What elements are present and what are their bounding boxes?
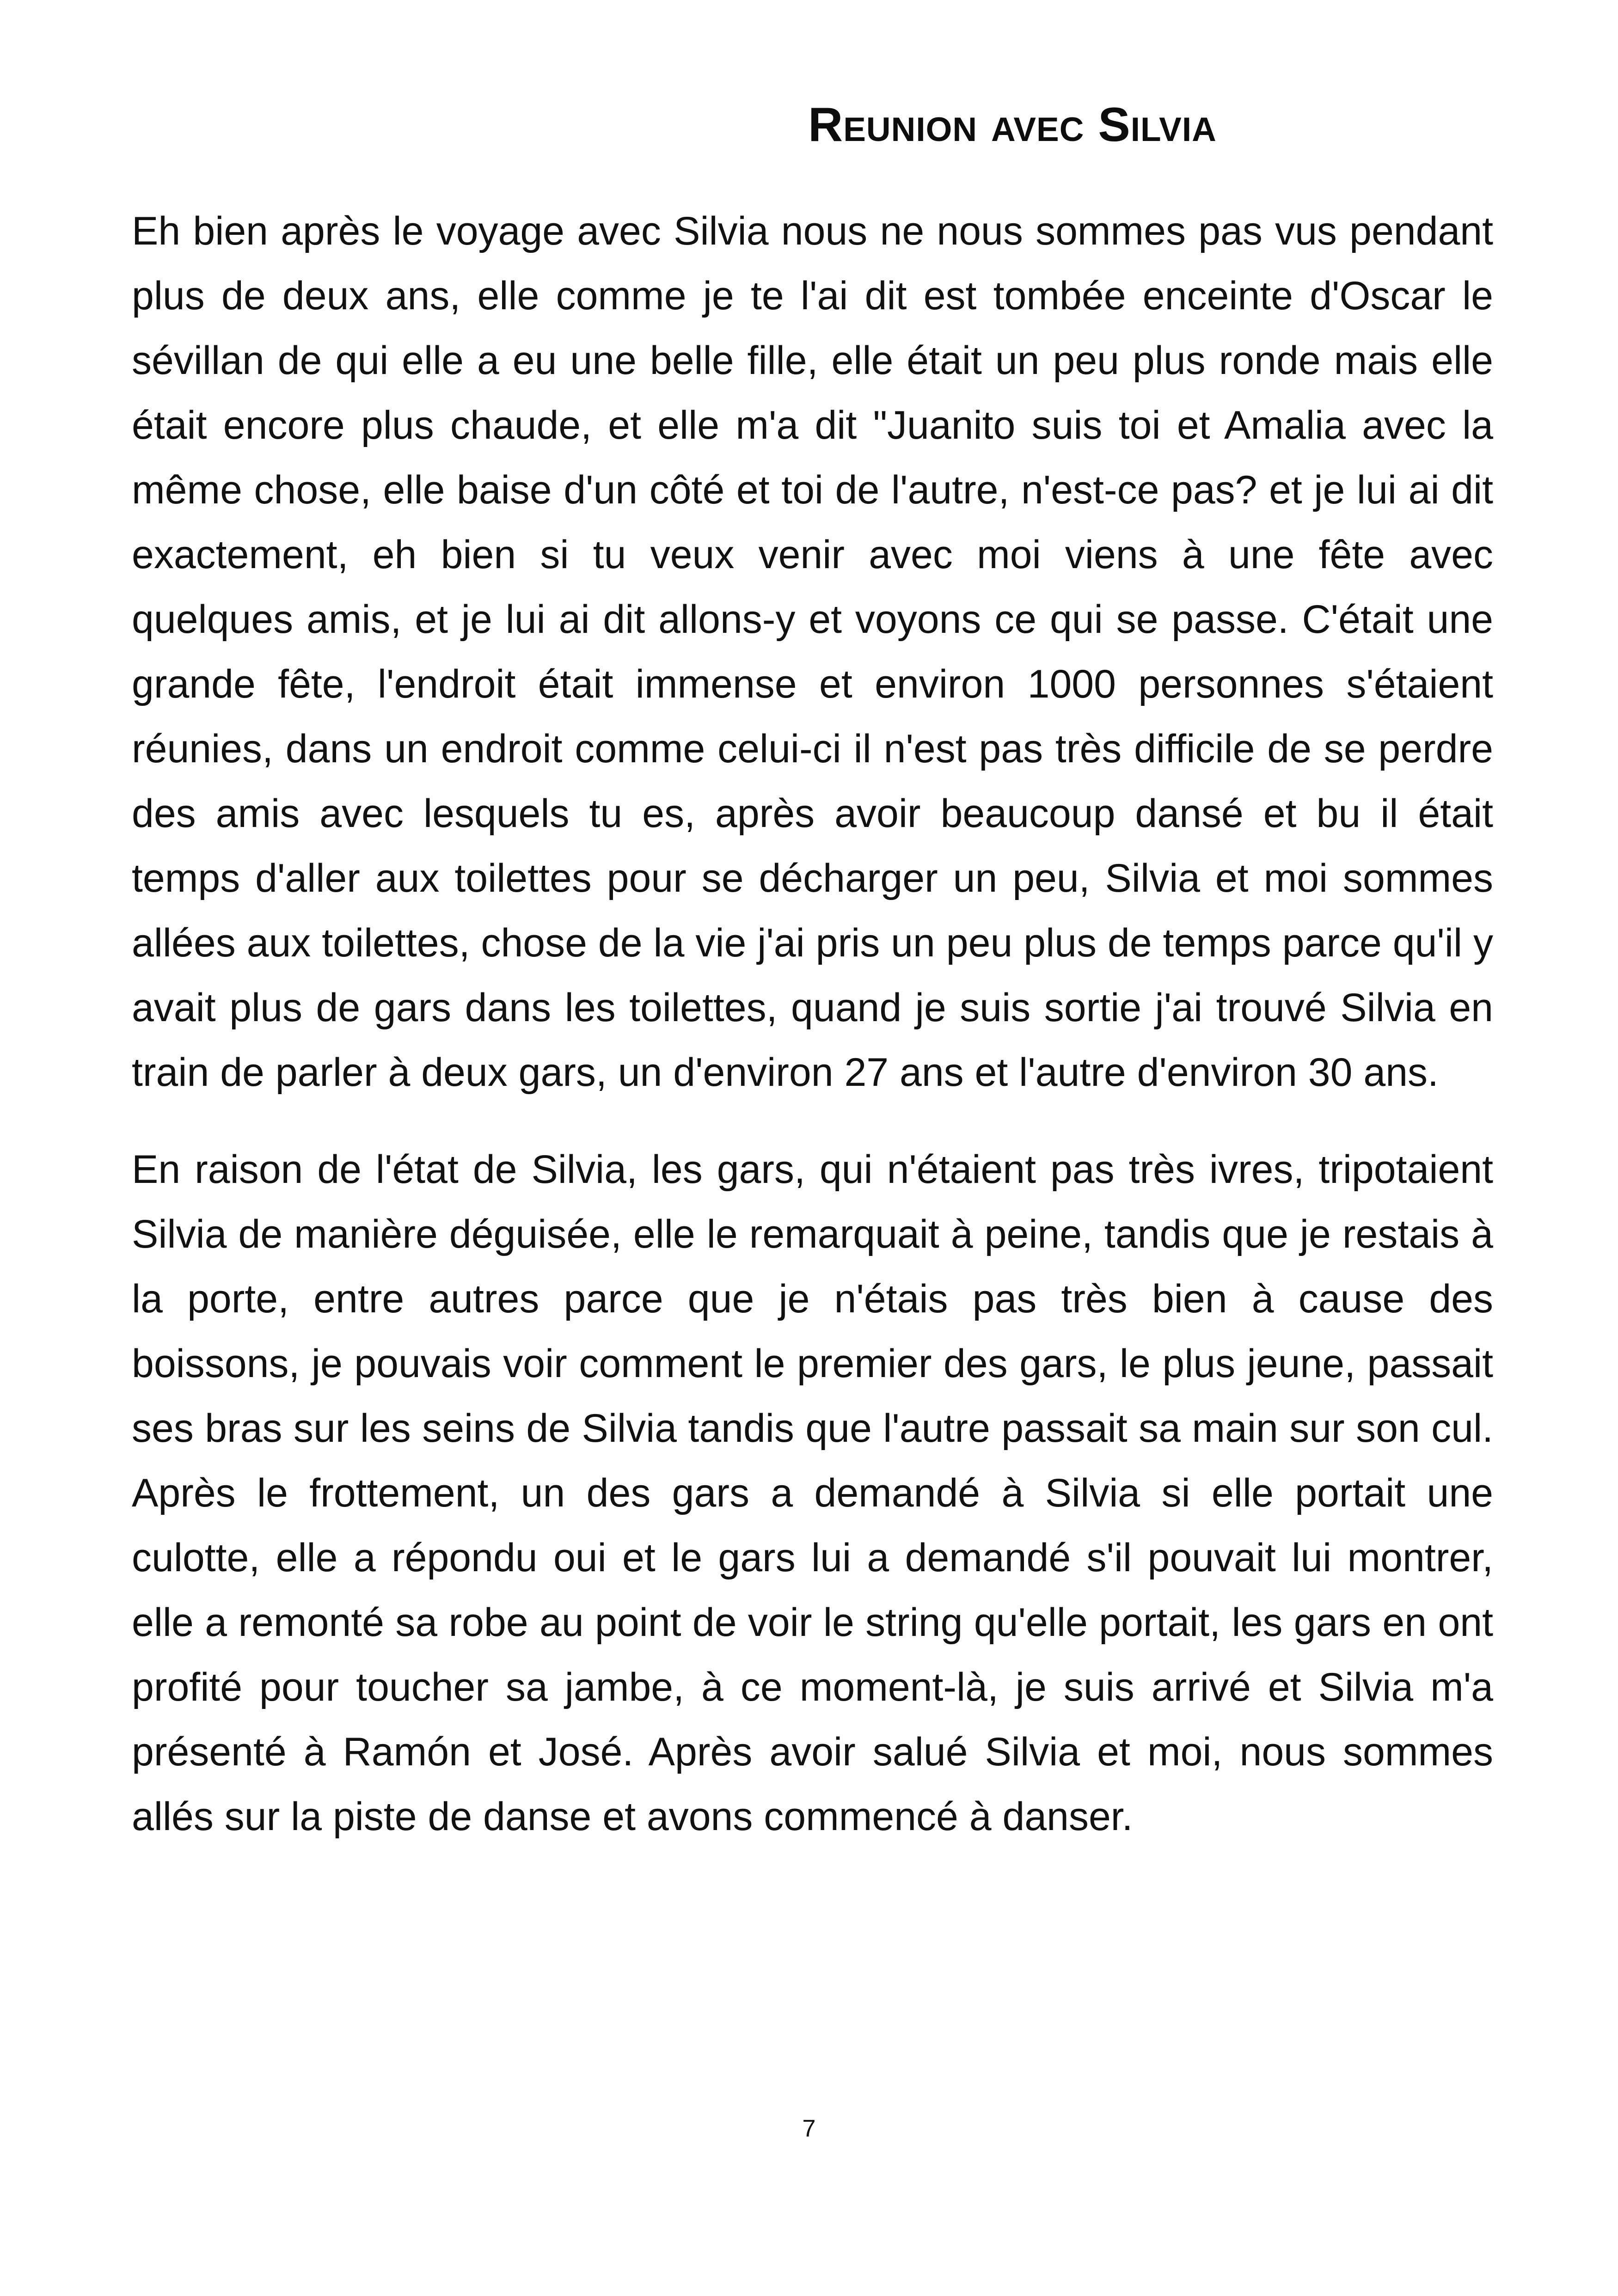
page-number: 7 bbox=[802, 2115, 816, 2142]
paragraph-2: En raison de l'état de Silvia, les gars, qui n'étaient pas très ivres, tripotaient Silvia de manière déguisée, elle le remarquait à peine, tandis que je restais à la porte, entre autres parce que je n'étais pas très bien à cause des boissons, je pouvais voir comment le premier des gars, le plus jeune, passait ses bras sur les seins de Silvia tandis que l'autre passait sa main sur son cul. Après le frottement, un des gars a demandé à Silvia si elle portait une culotte, elle a répondu oui et le gars lui a demandé s'il pouvait lui montrer, elle a remonté sa robe au point de voir le string qu'elle portait, les gars en ont profité pour toucher sa jambe, à ce moment-là, je suis arrivé et Silvia m'a présenté à Ramón et José. Après avoir salué Silvia et moi, nous sommes allés sur la piste de danse et avons commencé à danser. bbox=[132, 1147, 1493, 1839]
body-text bbox=[132, 199, 1493, 1881]
paragraph-1: Eh bien après le voyage avec Silvia nous ne nous sommes pas vus pendant plus de deux ans, elle comme je te l'ai dit est tombée enceinte d'Oscar le sévillan de qui elle a eu une belle fille, elle était un peu plus ronde mais elle était encore plus chaude, et elle m'a dit "Juanito suis toi et Amalia avec la même chose, elle baise d'un côté et toi de l'autre, n'est-ce pas? et je lui ai dit exactement, eh bien si tu veux venir avec moi viens à une fête avec quelques amis, et je lui ai dit allons-y et voyons ce qui se passe. C'était une grande fête, l'endroit était immense et environ 1000 personnes s'étaient réunies, dans un endroit comme celui-ci il n'est pas très difficile de se perdre des amis avec lesquels tu es, après avoir beaucoup dansé et bu il était temps d'aller aux toilettes pour se décharger un peu, Silvia et moi sommes allées aux toilettes, chose de la vie j'ai pris un peu plus de temps parce qu'il y avait plus de gars dans les toilettes, quand je suis sortie j'ai trouvé Silvia en train de parler à deux gars, un d'environ 27 ans et l'autre d'environ 30 ans. bbox=[132, 209, 1493, 1095]
page-title: Reunion avec Silvia bbox=[808, 98, 1217, 152]
